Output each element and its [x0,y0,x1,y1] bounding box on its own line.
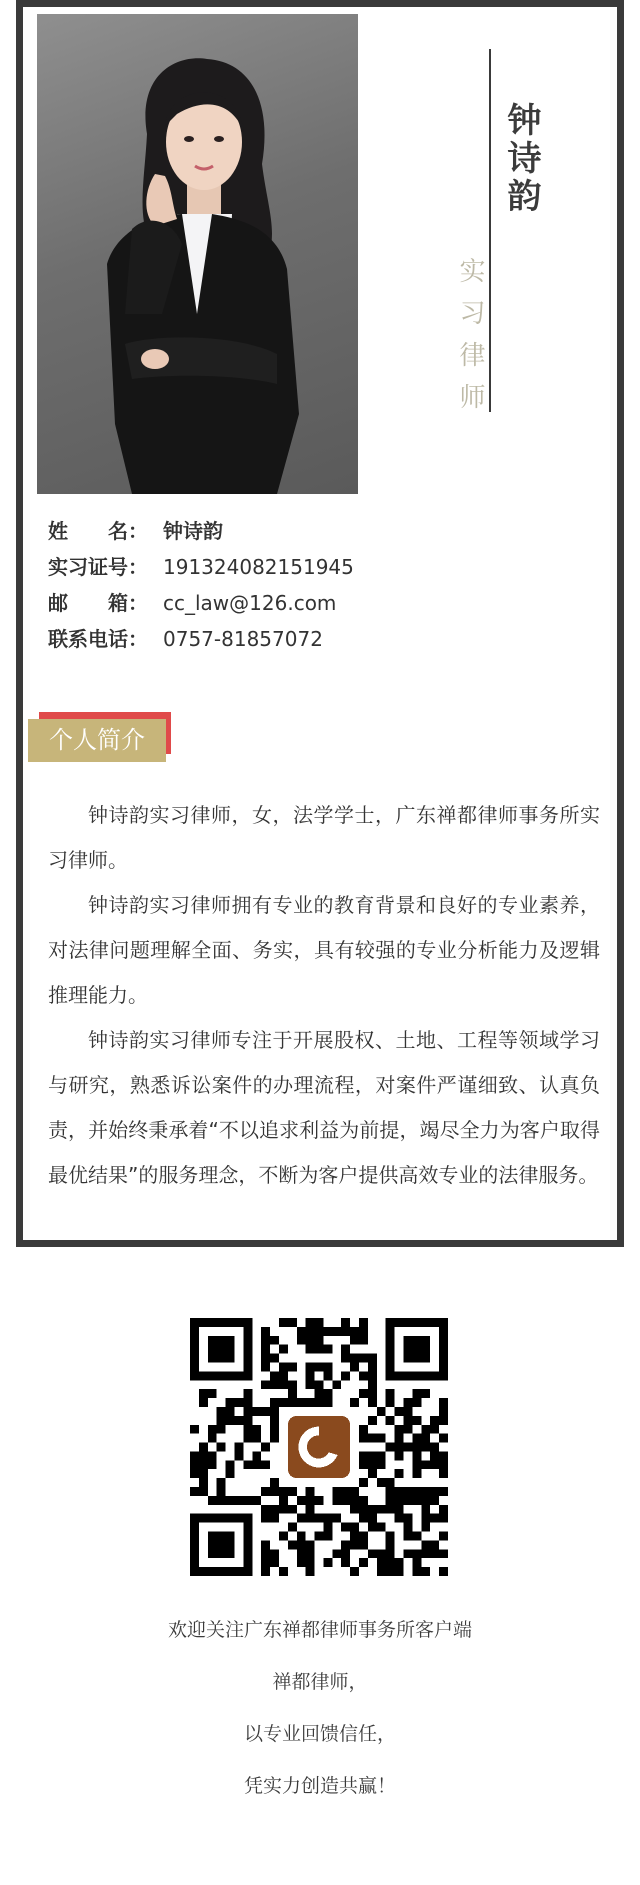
footer-slogan [0,1604,640,1812]
info-row-license [48,549,608,585]
lawyer-name-vertical: 钟诗韵 [501,102,541,216]
footer-line: 禅都律师， [272,1671,368,1693]
info-value-name: 钟诗韵 [163,519,223,543]
info-value-phone[interactable]: 0757-81857072 [163,627,323,651]
footer-line: 欢迎关注广东禅都律师事务所客户端 [167,1619,472,1641]
info-row-email [48,585,608,621]
bio-paragraph: 钟诗韵实习律师拥有专业的教育背景和良好的专业素养，对法律问题理解全面、务实，具有较强的专业分析能力及逻辑推理能力。 [48,893,600,1007]
portrait-illustration [37,14,358,494]
bio-paragraph: 钟诗韵实习律师专注于开展股权、土地、工程等领域学习与研究，熟悉诉讼案件的办理流程，对案件严谨细致、认真负责，并始终秉承着“不以追求利益为前提，竭尽全力为客户取得最优结果”的服务理念，不断为客户提供高效专业的法律服务。 [48,1028,600,1187]
lawyer-title-vertical: 实习律师 [455,257,485,425]
info-label-name: 姓 名： [48,519,148,543]
qr-code-image [190,1318,448,1576]
profile-card [16,0,624,1247]
info-value-license: 191324082151945 [163,555,354,579]
info-label-phone: 联系电话： [48,627,148,651]
info-row-name [48,513,608,549]
footer-line: 凭实力创造共赢！ [243,1775,396,1797]
info-label-email: 邮 箱： [48,591,148,615]
lawyer-portrait [37,14,358,494]
qr-code[interactable] [190,1318,448,1576]
bio-paragraph: 钟诗韵实习律师，女，法学学士，广东禅都律师事务所实习律师。 [48,803,600,872]
info-label-license: 实习证号： [48,555,148,579]
section-title-tag: 个人简介 [28,719,166,762]
info-row-phone [48,621,608,657]
info-value-email[interactable]: cc_law@126.com [163,591,337,615]
contact-info [48,513,608,657]
law-firm-logo-icon [288,1416,350,1478]
footer-line: 以专业回馈信任， [243,1723,396,1745]
bio-text [48,793,600,1198]
